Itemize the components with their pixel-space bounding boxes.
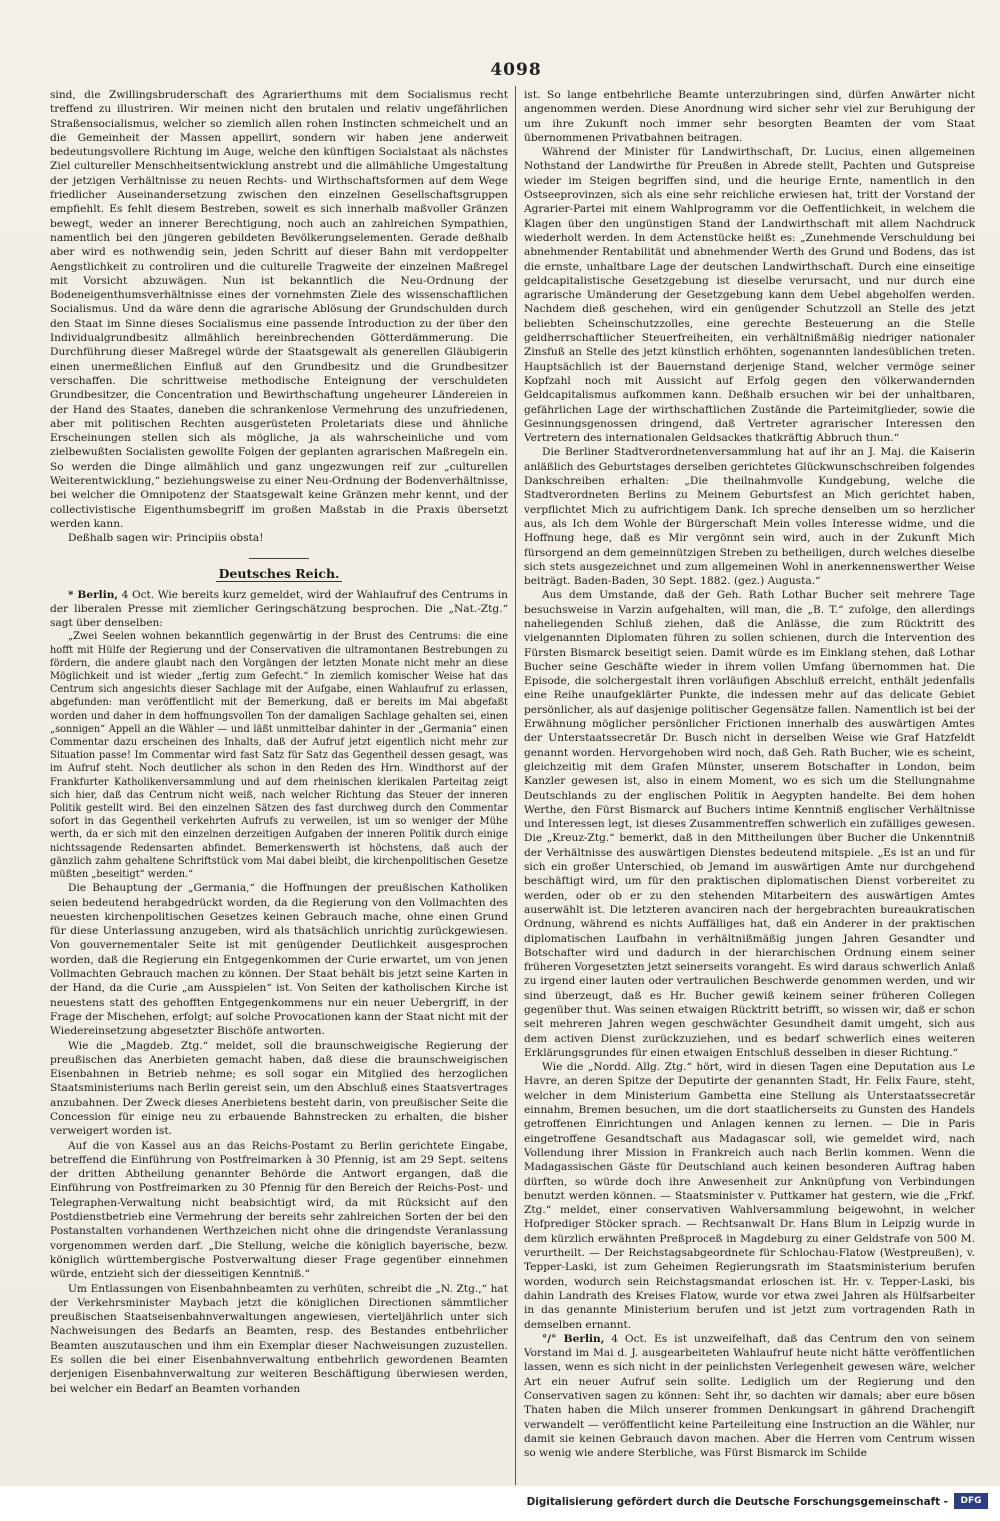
article-paragraph: Wie die „Magdeb. Ztg.“ meldet, soll die braunschweigische Regierung der preußischen das Anerbieten gemacht haben, daß diese die braunschweigischen Eisenbahnen in Betrieb nehme; es soll sogar ein Mitglied des herzoglichen Staatsministeriums nach Berlin gereist sein, um den Abschluß eines Staatsvertrages anzubahnen. Der Zweck dieses Anerbietens besteht darin, von preußischer Seite die Concession für einige neu zu erbauende Bahnstrecken zu erhalten, die bisher verweigert worden ist.	[50, 1039, 508, 1138]
dateline: * Berlin,	[68, 588, 119, 601]
section-heading	[50, 558, 508, 583]
article-paragraph: ist. So lange entbehrliche Beamte unterzubringen sind, dürfen Anwärter nicht angenommen werden. Diese Anordnung wird sicher sehr viel zur Beruhigung der um ihre Zukunft noch immer sehr besorgten Beamten der vom Staat übernommenen Privatbahnen beitragen.	[524, 89, 975, 144]
page-number: 4098	[490, 60, 542, 80]
column-divider	[515, 86, 516, 1485]
news-item	[524, 1332, 975, 1461]
footer-bar	[0, 1486, 1000, 1521]
dateline: °/° Berlin,	[542, 1332, 605, 1345]
closing-line: Deßhalb sagen wir: Principiis obsta!	[68, 532, 264, 545]
article-paragraph: Um Entlassungen von Eisenbahnbeamten zu verhüten, schreibt die „N. Ztg.,“ hat der Verkehrsminister Maybach jetzt die königlichen Directionen sämmtlicher preußischen Staatseisenbahnverwaltungen angewiesen, vierteljährlich unter sich Nachweisungen des Bedarfs an Beamten, resp. des Bestandes entbehrlicher Beamten auszutauschen und ihm ein Exemplar dieser Nachweisungen zuzustellen. Es sollen die bei einer Eisenbahnverwaltung entbehrlich gewordenen Beamten derjenigen Eisenbahnverwaltung zur weiteren Beschäftigung überwiesen werden, bei welcher ein Bedarf an Beamten vorhanden	[50, 1282, 508, 1395]
section-heading-text: Deutsches Reich.	[216, 566, 343, 582]
article-paragraph: Die Berliner Stadtverordnetenversammlung hat auf ihr an J. Maj. die Kaiserin anläßlich des Geburtstages derselben gerichtetes Glückwunschschreiben folgendes Dankschreiben erhalten: „Die theilnahmvolle Kundgebung, welche die Stadtverordneten Berlins zu Meinem Geburtsfest an Mich gerichtet haben, verpflichtet Mich zu aufrichtigem Dank. Ich spreche denselben um so herzlicher aus, als Ich dem Wohle der Bürgerschaft Mein volles Interesse widme, und die Hoffnung hege, daß es Mir vergönnt sein wird, auch in der Zukunft Mich fürsorgend an dem gemeinnützigen Streben zu betheiligen, durch welches dieselbe sich stets ausgezeichnet und zum allgemeinen Wohl in anerkennenswerther Weise beiträgt. Baden-Baden, 30 Sept. 1882. (gez.) Augusta.“	[524, 446, 975, 588]
funding-note: Digitalisierung gefördert durch die Deutsche Forschungsgemeinschaft -	[526, 1496, 948, 1508]
article-paragraph: Die Behauptung der „Germania,“ die Hoffnungen der preußischen Katholiken seien bedeutend herabgedrückt worden, da die Regierung von den Vollmachten des neuesten kirchenpolitischen Gesetzes keinen Gebrauch mache, ohne einen Grund für diese Unterlassung anzugeben, wird als thatsächlich unrichtig zurückgewiesen. Von gouvernementaler Seite ist mit genügender Deutlichkeit ausgesprochen worden, daß die Regierung ein Entgegenkommen der Curie erwartet, um von jenen Vollmachten Gebrauch machen zu können. Der Staat behält bis jetzt seine Karten in der Hand, da die Curie „am Ausspielen“ ist. Von Seiten der katholischen Kirche ist neuestens statt des gehofften Entgegenkommens nur ein neuer Uebergriff, in der Frage der Mischehen, erfolgt; auf solche Provocationen kann der Staat nicht mit der Wiedereinsetzung abgesetzter Bischöfe antworten.	[50, 882, 508, 1038]
article-paragraph: Aus dem Umstande, daß der Geh. Rath Lothar Bucher seit mehrere Tage besuchsweise in Varzin aufgehalten, will man, die „B. T.“ zufolge, den allerdings naheliegenden Schluß ziehen, daß die Anlässe, die zum Rücktritt des vielgenannten Diplomaten führen zu sollen schienen, durch die Intervention des Fürsten Bismarck beseitigt seien. Damit würde es im Einklang stehen, daß Lothar Bucher seine Geschäfte wieder in ihrem vollen Umfang übernommen hat. Die Episode, die solchergestalt ihren vorläufigen Abschluß erreicht, enthält jedenfalls eine Reihe unaufgeklärter Punkte, die indessen mehr auf das delicate Gebiet persönlicher, als auf dasjenige politischer Gegensätze fallen. Namentlich ist bei der Erwähnung möglicher persönlicher Frictionen innerhalb des auswärtigen Amtes der Unterstaatssecretär Dr. Busch nicht in derselben Weise wie Graf Hatzfeldt genannt worden. Hervorgehoben wird noch, daß Geh. Rath Bucher, wie es scheint, gleichzeitig mit dem Grafen Münster, unserem Botschafter in London, beim Kanzler gewesen ist, also in einem Moment, wo es sich um die Stellungnahme Deutschlands zu der englischen Politik in Aegypten handelte. Bei dem hohen Werthe, den Fürst Bismarck auf Buchers intime Kenntniß englischer Verhältnisse und Interessen legt, ist dieses Zusammentreffen schwerlich ein zufälliges gewesen. Die „Kreuz-Ztg.“ bemerkt, daß in den Mittheilungen über Bucher die Unkenntniß der Verhältnisse des auswärtigen Dienstes bedeutend mitspiele. „Es ist an und für sich ein großer Unterschied, ob Jemand im auswärtigen Amte nur durchgehend beschäftigt wird, um für den praktischen diplomatischen Dienst vorbereitet zu werden, oder ob er zu den stehenden Mitarbeitern des auswärtigen Amtes auserwählt ist. Die letzteren avanciren nach der hergebrachten bureaukratischen Ordnung, während es nichts Auffälliges hat, daß ein Anderer in der praktischen diplomatischen Laufbahn in verhältnißmäßig jungen Jahren Gesandter und Botschafter wird und dadurch in der hierarchischen Ordnung einem seiner früheren Vorgesetzten jetzt seinerseits vorangeht. Es wird daraus schwerlich Anlaß zu irgend einer lauten oder vertraulichen Beschwerde genommen werden, und wir sind überzeugt, daß es Hr. Bucher gewiß keinem seiner früheren Collegen gegenüber thut. Was seinen etwaigen Rücktritt betrifft, so wissen wir, daß er schon seit mehreren Jahren wegen geschwächter Gesundheit damit umgeht, sich aus dem activen Dienst zurückzuziehen, und es bedarf schwerlich eines weiteren Erklärungsgrundes für einen etwaigen Entschluß desselben in dieser Richtung.“	[524, 589, 975, 1059]
article-paragraph: sind, die Zwillingsbruderschaft des Agrarierthums mit dem Socialismus recht treffend zu illustriren. Wir meinen nicht den brutalen und relativ ungefährlichen Straßensocialismus, welcher so ziemlich allen rohen Instincten schmeichelt und an die Gemeinheit der Massen appellirt, sondern wir haben jene anderweit bedeutungsvollere Richtung im Auge, welche den künftigen Socialstaat als nächstes Ziel cultureller Menschheitsentwicklung anstrebt und die allmähliche Umgestaltung der jetzigen Verhältnisse zu neuen Rechts- und Wirthschaftsformen auf dem Wege friedlicher Auseinandersetzung zwischen den einzelnen Gesellschaftsgruppen empfiehlt. Es fehlt diesem Bestreben, soweit es sich innerhalb maßvoller Gränzen bewegt, weder an innerer Berechtigung, noch auch an zahlreichen Sympathien, namentlich bei den jüngeren gebildeten Bevölkerungselementen. Gerade deßhalb aber wird es nothwendig sein, jeden Schritt auf dieser Bahn mit verdoppelter Aengstlichkeit zu controliren und die culturelle Tragweite der einzelnen Maßregel mit Vorsicht abzuwägen. Nun ist bekanntlich die Neu-Ordnung der Bodeneigenthumsverhältnisse eines der vornehmsten Ziele des wissenschaftlichen Socialismus. Und da wäre denn die agrarische Ablösung der Grundschulden durch den Staat im Sinne dieses Socialismus eine passende Introduction zu der über den Individualgrundbesitz allmählich hereinbrechenden Götterdämmerung. Die Durchführung dieser Maßregel würde der Staatsgewalt als generellen Gläubigerin einen unermeßlichen Einfluß auf den Grundbesitz und die Grundbesitzer verschaffen. Die schrittweise methodische Enteignung der verschuldeten Grundbesitzer, die Concentration und Bewirthschaftung ungeheurer Ländereien in der Hand des Staates, daneben die schrankenlose Vermehrung des unzufriedenen, aber mit politischen Rechten ausgerüsteten Proletariats diese und ähnliche Erscheinungen stellen sich als mögliche, ja als wahrscheinliche und vom zielbewußten Socialisten gewollte Folgen der geplanten agrarischen Maßregeln ein. So werden die Dinge allmählich und ganz ungezwungen reif zur „culturellen Weiterentwicklung,“ beziehungsweise zu einer Neu-Ordnung der Bodenverhältnisse, bei welcher die Omnipotenz der Staatsgewalt keine Gränzen mehr kennt, und der collectivistische Eigenthumsbegriff im großen Maßstab in die Praxis übersetzt werden kann.	[50, 89, 508, 530]
left-column	[50, 88, 508, 1480]
article-paragraph: Während der Minister für Landwirthschaft, Dr. Lucius, einen allgemeinen Nothstand der Landwirthe für Preußen in Abrede stellt, Pachten und Gutspreise wieder im Steigen begriffen sind, und die heurige Ernte, namentlich in den Ostseeprovinzen, sich als eine sehr reichliche erwiesen hat, tritt der Vorstand der Agrarier-Partei mit einem Wahlprogramm vor die Oeffentlichkeit, in welchem die Klagen über den ungünstigen Stand der Landwirthschaft mit allem Nachdruck wiederholt werden. In dem Actenstücke heißt es: „Zunehmende Verschuldung bei abnehmender Rentabilität und abnehmender Werth des Grund und Bodens, das ist die ernste, unhaltbare Lage der deutschen Landwirthschaft. Durch eine einseitige geldcapitalistische Gesetzgebung ist dieselbe verursacht, und nur durch eine agrarische Umänderung der Gesetzgebung kann dem Uebel abgeholfen werden. Nachdem dieß geschehen, wird ein genügender Schutzzoll an Stelle des jetzt beliebten Scheinschutzzolles, eine gerechte Besteuerung an die Stelle geldherrschaftlicher Steuerfreiheiten, ein verhältnißmäßig niedriger nationaler Zinsfuß an Stelle des jetzt künstlich erhöhten, sogenannten landesüblichen treten. Hauptsächlich ist der Bauernstand derjenige Stand, welcher vermöge seiner Kopfzahl noch mit Aussicht auf Erfolg gegen den völkerwandernden Geldcapitalismus aufkommen kann. Deßhalb ersuchen wir bei der unhaltbaren, gefährlichen Lage der wirthschaftlichen Zustände die Parteimitglieder, sowie die Gesinnungsgenossen dringend, daß Vertreter agrarischer Interessen den Vertretern des internationalen Geldsackes thatkräftig Abbruch thun.“	[524, 146, 975, 445]
dfg-logo: DFG	[954, 1493, 988, 1509]
quoted-passage: „Zwei Seelen wohnen bekanntlich gegenwärtig in der Brust des Centrums: die eine hofft mit Hülfe der Regierung und der Conservativen die ultramontanen Bestrebungen zu fördern, die andere glaubt nach den Vorgängen der letzten Monate nicht mehr an diese Möglichkeit und ist wieder „fertig zum Gefecht.“ In ziemlich komischer Weise hat das Centrum sich angesichts dieser Sachlage mit der Aufgabe, einen Wahlaufruf zu erlassen, abgefunden: man veröffentlicht mit der Bemerkung, daß er bereits im Mai abgefaßt worden und daher in dem hoffnungsvollen Ton der damaligen Sachlage gehalten sei, einen „sonnigen“ Appell an die Wähler — und läßt unmittelbar dahinter in der „Germania“ einen Commentar dazu erscheinen des Inhalts, daß der Aufruf jetzt eigentlich nicht mehr zur Situation passe! Im Commentar wird fast Satz für Satz das Gegentheil dessen gesagt, was im Aufruf steht. Noch deutlicher als schon in den Reden des Hrn. Windthorst auf der Frankfurter Katholikenversammlung und auf dem rheinischen klerikalen Parteitag zeigt sich hier, daß das Centrum nicht weiß, nach welcher Richtung das Steuer der inneren Politik gestellt wird. Bei den einzelnen Sätzen des fast durchweg durch den Commentar sofort in das Gegentheil verkehrten Aufrufs zu verweilen, ist um so weniger der Mühe werth, da er sich mit den einzelnen derzeitigen Aufgaben der inneren Politik durch einige nichtssagende Redensarten abfindet. Bemerkenswerth ist höchstens, daß auch der gänzlich zahm gehaltene Schriftstück vom Mai dabei bleibt, die kirchenpolitischen Gesetze müßten „beseitigt“ werden.“	[50, 631, 508, 881]
news-item	[50, 588, 508, 631]
heading-divider	[249, 558, 309, 559]
news-item-text: 4 Oct. Es ist unzweifelhaft, daß das Centrum den von seinem Vorstand im Mai d. J. ausgearbeiteten Wahlaufruf heute nicht hätte veröffentlichen lassen, wenn es sich nicht in der peinlichsten Verlegenheit gewesen wäre, welcher Art ein neuer Aufruf sein sollte. Lediglich um der Regierung und den Conservativen sagen zu können: Seht ihr, so dachten wir damals; aber eure bösen Thaten haben die Milch unserer frommen Denkungsart in gährend Drachengift verwandelt — veröffentlicht keine Parteileitung eine Instruction an die Wähler, nur damit sie keinen Gebrauch davon machen. Aber die Herren vom Centrum wissen so wenig wie andere Sterbliche, was Fürst Bismarck im Schilde	[524, 1332, 975, 1460]
article-paragraph: Wie die „Nordd. Allg. Ztg.“ hört, wird in diesen Tagen eine Deputation aus Le Havre, an deren Spitze der Deputirte der genannten Stadt, Hr. Felix Faure, steht, welcher in dem Ministerium Gambetta eine Stellung als Unterstaatssecretär einnahm, Bremen besuchen, um die dort staatlicherseits zu Gunsten des Handels getroffenen Einrichtungen und Anlagen kennen zu lernen. — Die in Paris eingetroffene Gesandtschaft aus Madagascar soll, wie gemeldet wird, nach Vollendung ihrer Mission in Frankreich auch nach Berlin kommen. Wenn die Madagassischen Gäste für Deutschland auch keinen besonderen Auftrag haben dürften, so würde doch ihre Anwesenheit zur Anknüpfung von Verbindungen benutzt werden können. — Staatsminister v. Puttkamer hat gestern, wie die „Frkf. Ztg.“ meldet, einer conservativen Wahlversammlung beigewohnt, in welcher Hofprediger Stöcker sprach. — Rechtsanwalt Dr. Hans Blum in Leipzig wurde in dem kürzlich erwähnten Preßproceß in Magdeburg zu einer Geldstrafe von 500 M. verurtheilt. — Der Reichstagsabgeordnete für Schlochau-Flatow (Westpreußen), v. Tepper-Laski, ist zum Geheimen Regierungsrath im Staatsministerium berufen worden, wodurch sein Reichstagsmandat erloschen ist. Hr. v. Tepper-Laski, bis dahin Landrath des Kreises Flatow, wurde vor etwa zwei Jahren als Hülfsarbeiter in das genannte Ministerium berufen und ist jetzt zum vortragenden Rath in demselben ernannt.	[524, 1061, 975, 1331]
right-column	[524, 88, 975, 1480]
article-paragraph: Auf die von Kassel aus an das Reichs-Postamt zu Berlin gerichtete Eingabe, betreffend die Einführung von Postfreimarken à 30 Pfennig, ist am 29 Sept. seitens der dritten Abtheilung genannter Behörde die Antwort ergangen, daß die Einführung von Postfreimarken zu 30 Pfennig für den Bereich der Reichs-Post- und Telegraphen-Verwaltung nicht beabsichtigt wird, da mit Rücksicht auf den Postdienstbetrieb eine Vermehrung der bereits sehr zahlreichen Sorten der bei den Postanstalten vorhandenen Werthzeichen nicht ohne die dringendste Veranlassung vorgenommen werden darf. „Die Stellung, welche die königlich bayerische, bezw. königlich württembergische Postverwaltung dieser Frage gegenüber einnehmen würde, entzieht sich der diesseitigen Kenntniß.“	[50, 1139, 508, 1281]
news-item-text: 4 Oct. Wie bereits kurz gemeldet, wird der Wahlaufruf des Centrums in der liberalen Presse mit ziemlicher Geringschätzung besprochen. Die „Nat.-Ztg.“ sagt über denselben:	[50, 588, 508, 630]
